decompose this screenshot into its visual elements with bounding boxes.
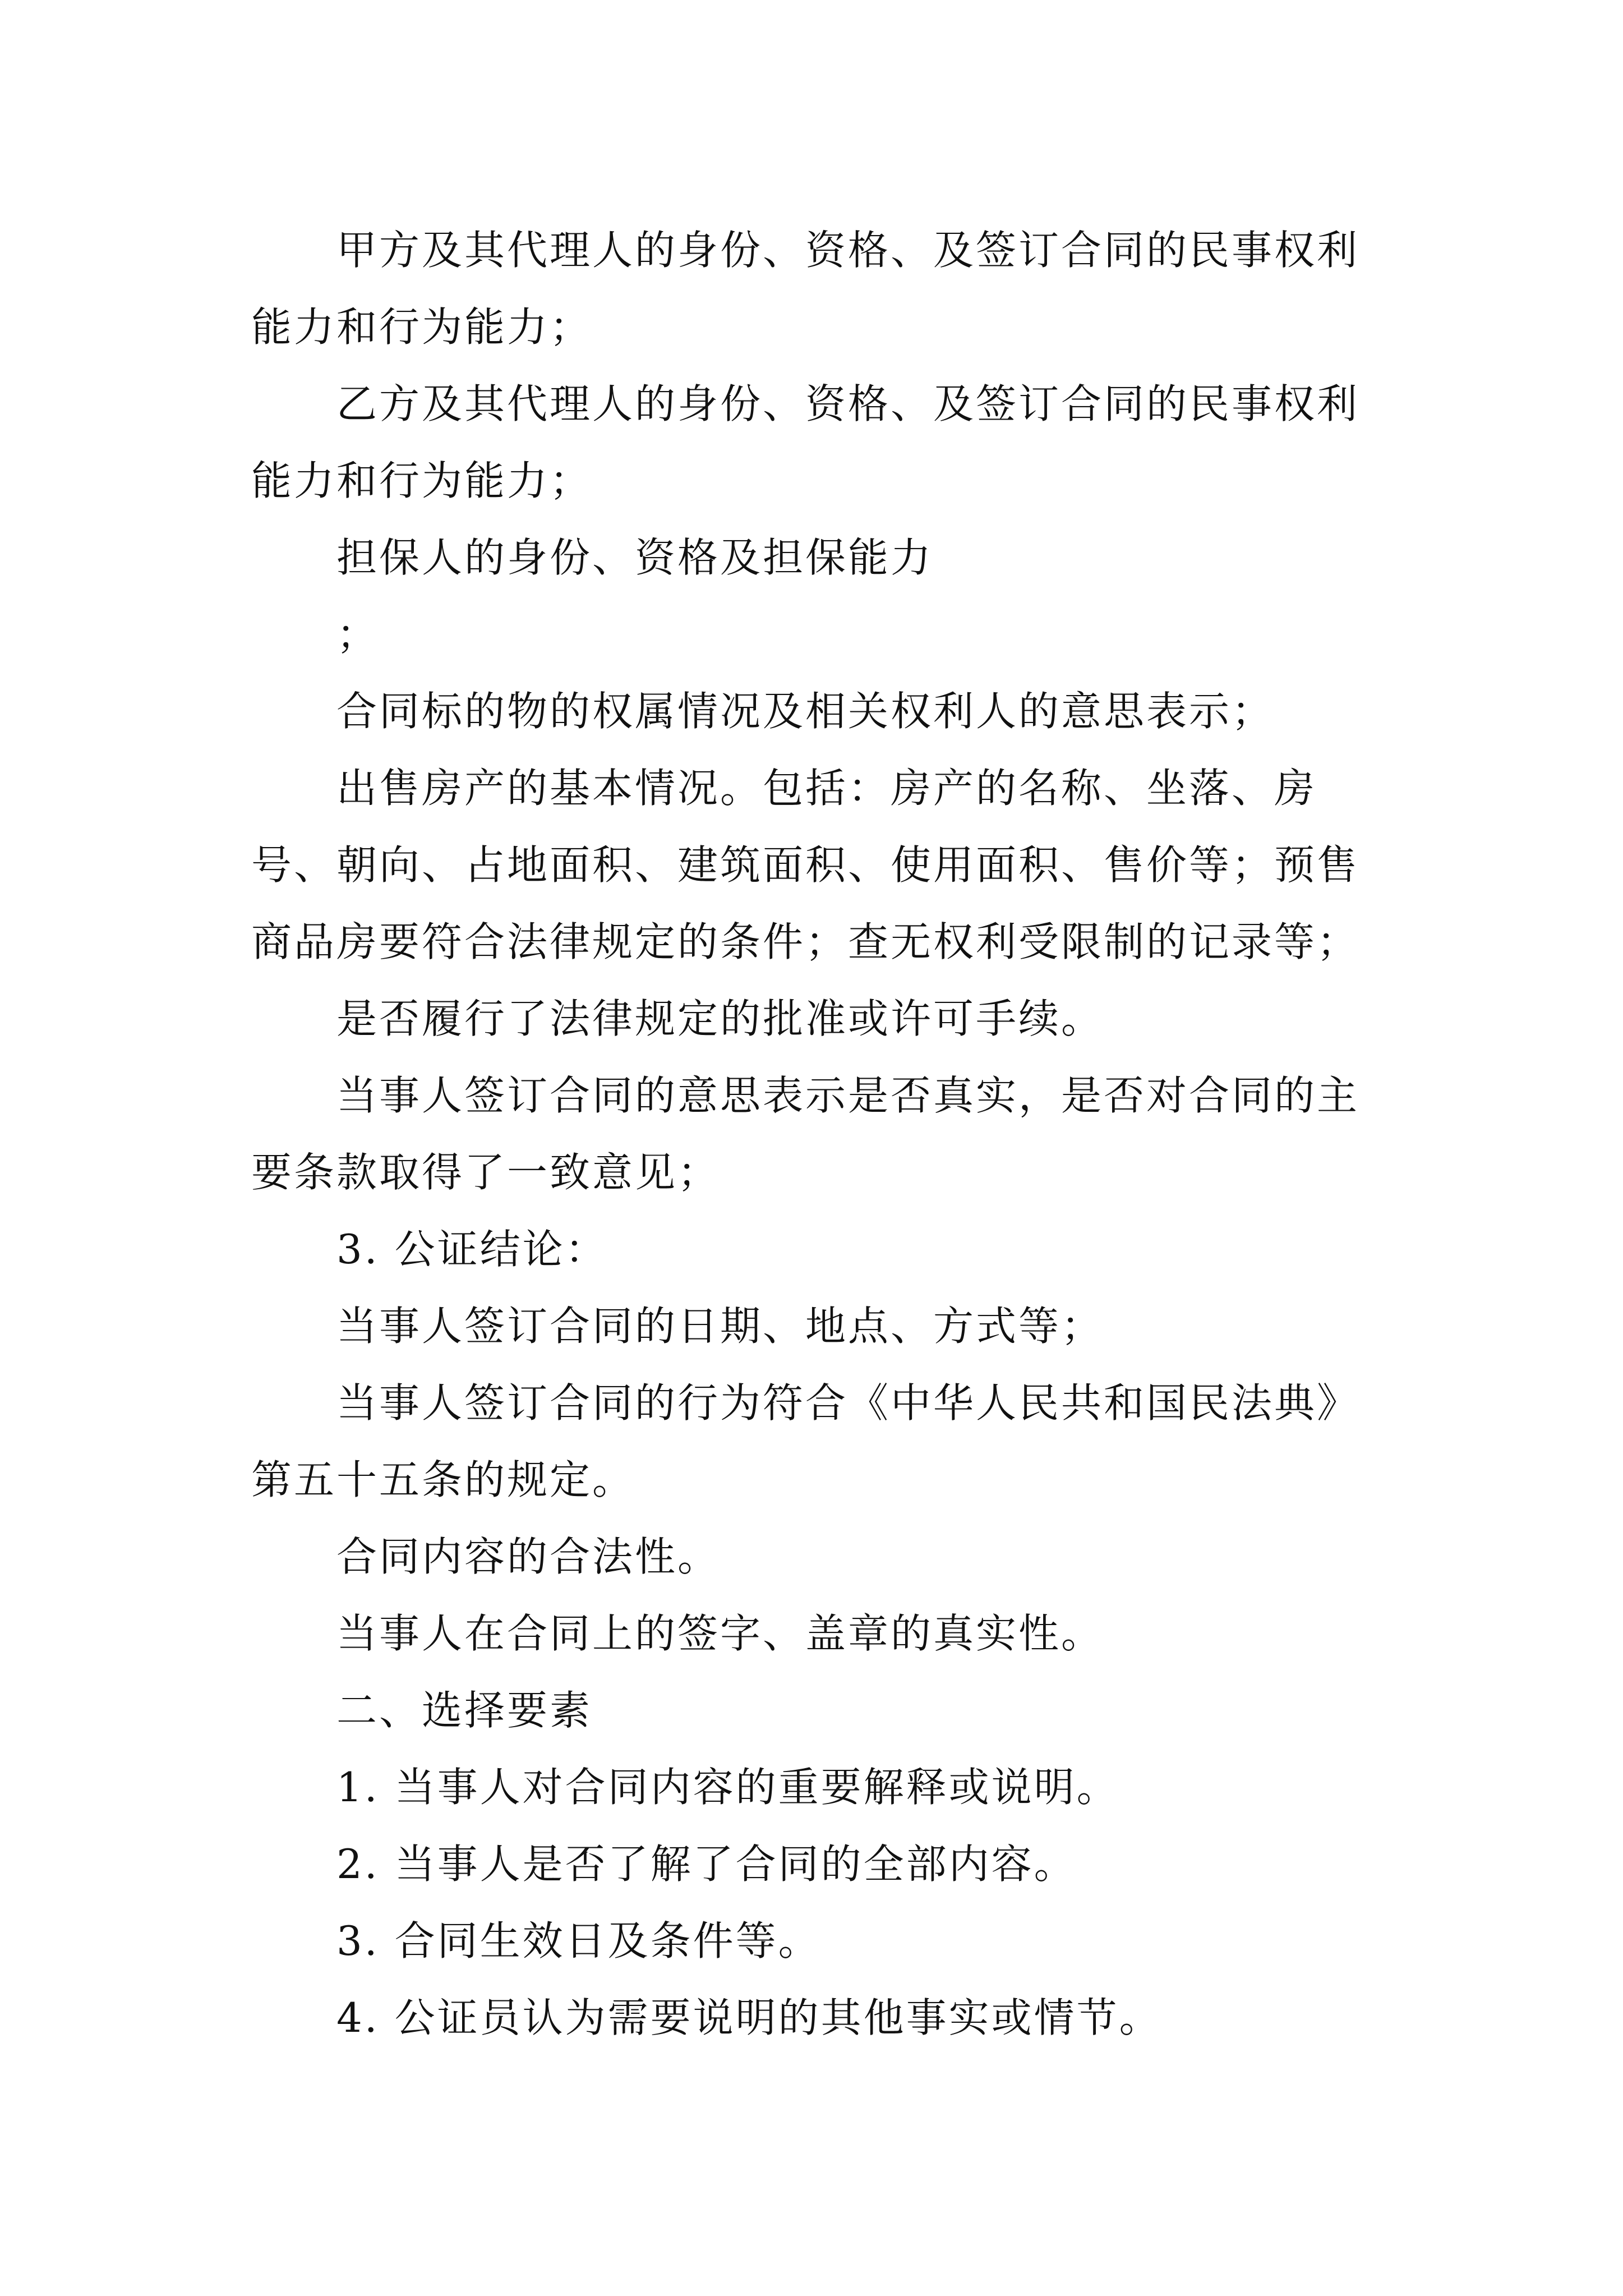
- paragraph-legality: 合同内容的合法性。: [336, 1533, 721, 1580]
- paragraph-notary-conclusion-heading: 3. 公证结论：: [336, 1226, 608, 1273]
- list-item-understanding: 2. 当事人是否了解了合同的全部内容。: [336, 1841, 1077, 1888]
- paragraph-party-b-capacity: 乙方及其代理人的身份、资格、及签订合同的民事权利能力和行为能力；: [251, 380, 1360, 504]
- paragraph-signature-authenticity: 当事人在合同上的签字、盖章的真实性。: [336, 1610, 1104, 1657]
- paragraph-ownership: 合同标的物的权属情况及相关权利人的意思表示；: [336, 688, 1275, 735]
- list-item-effective-date: 3. 合同生效日及条件等。: [336, 1917, 821, 1964]
- paragraph-semicolon: ；: [336, 611, 380, 658]
- paragraph-party-a-capacity: 甲方及其代理人的身份、资格、及签订合同的民事权利能力和行为能力；: [251, 227, 1360, 351]
- paragraph-signing-date: 当事人签订合同的日期、地点、方式等；: [336, 1303, 1104, 1350]
- paragraph-property-details: 出售房产的基本情况。包括：房产的名称、坐落、房号、朝向、占地面积、建筑面积、使用面积、售价等；预售商品房要符合法律规定的条件；查无权利受限制的记录等；: [251, 765, 1360, 965]
- paragraph-approval: 是否履行了法律规定的批准或许可手续。: [336, 995, 1104, 1042]
- paragraph-guarantor-capacity: 担保人的身份、资格及担保能力: [336, 534, 934, 581]
- document-body: [251, 212, 1386, 2056]
- list-item-other-facts: 4. 公证员认为需要说明的其他事实或情节。: [336, 1994, 1162, 2041]
- list-item-explanation: 1. 当事人对合同内容的重要解释或说明。: [336, 1764, 1119, 1811]
- paragraph-intent: 当事人签订合同的意思表示是否真实，是否对合同的主要条款取得了一致意见；: [251, 1072, 1360, 1196]
- paragraph-civil-code: 当事人签订合同的行为符合《中华人民共和国民法典》第五十五条的规定。: [251, 1379, 1360, 1503]
- section-heading-optional-elements: 二、选择要素: [336, 1687, 593, 1734]
